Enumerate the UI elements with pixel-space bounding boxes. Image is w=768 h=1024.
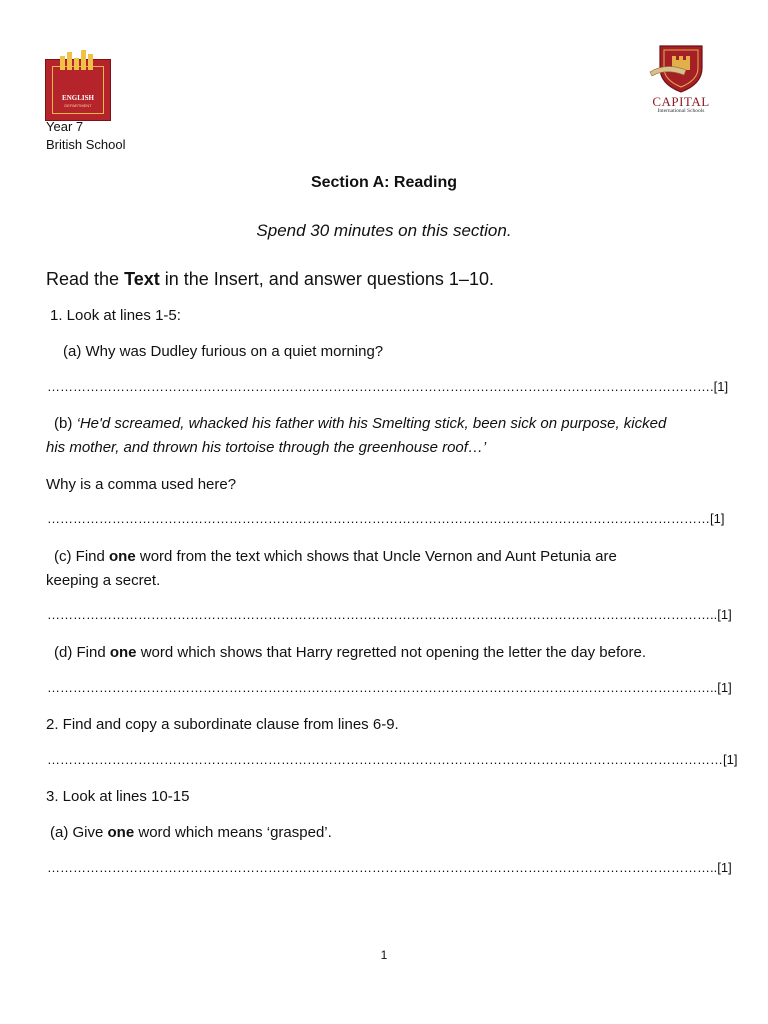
intro-text: Read the Text in the Insert, and answer questions 1–10. [46, 269, 494, 289]
section-instruction: Spend 30 minutes on this section. [256, 221, 512, 240]
crest-icon [646, 42, 716, 94]
logo-left-subtext: DEPARTMENT [64, 103, 92, 108]
question-2: 2. Find and copy a subordinate clause from lines 6-9. [46, 716, 399, 733]
page-number: 1 [380, 948, 388, 962]
logo-right-title: CAPITAL [652, 94, 710, 109]
question-1b: (b) ‘He'd screamed, whacked his father with his Smelting stick, been sick on purpose, kicked [54, 415, 667, 432]
english-department-logo [45, 59, 111, 121]
answer-line-3a[interactable]: ………………………………………………………………………………………………………………………………………..[1] [47, 860, 732, 875]
question-3: 3. Look at lines 10-15 [46, 788, 190, 805]
question-3a: (a) Give one word which means ‘grasped’. [50, 824, 332, 841]
school-label: British School [46, 137, 126, 152]
answer-line-1d[interactable]: ………………………………………………………………………………………………………………………………………..[1] [47, 680, 732, 695]
question-1c-cont: keeping a secret. [46, 572, 161, 589]
question-1b-prompt: Why is a comma used here? [46, 476, 237, 493]
question-1a: (a) Why was Dudley furious on a quiet morning? [63, 343, 384, 360]
question-1d: (d) Find one word which shows that Harry regretted not opening the letter the day before. [54, 644, 646, 661]
answer-line-1b[interactable]: ………………………………………………………………………………………………………………………………………[1] [47, 511, 725, 526]
answer-line-1a[interactable]: ……………………………………………………………………………………………………………………………………….[1] [47, 379, 729, 394]
year-label: Year 7 [46, 119, 84, 134]
question-1b-quote-cont: his mother, and thrown his tortoise through the greenhouse roof…’ [46, 439, 487, 456]
capital-schools-logo [646, 42, 716, 118]
question-1c: (c) Find one word from the text which shows that Uncle Vernon and Aunt Petunia are [54, 548, 617, 565]
answer-line-1c[interactable]: ………………………………………………………………………………………………………………………………………..[1] [47, 607, 732, 622]
logo-right-subtitle: International Schools [657, 108, 705, 114]
section-title: Section A: Reading [310, 174, 458, 191]
answer-line-2[interactable]: …………………………………………………………………………………………………………………………………………[1] [47, 752, 738, 767]
logo-left-text: ENGLISH [62, 94, 94, 102]
question-1: 1. Look at lines 1-5: [50, 307, 181, 324]
